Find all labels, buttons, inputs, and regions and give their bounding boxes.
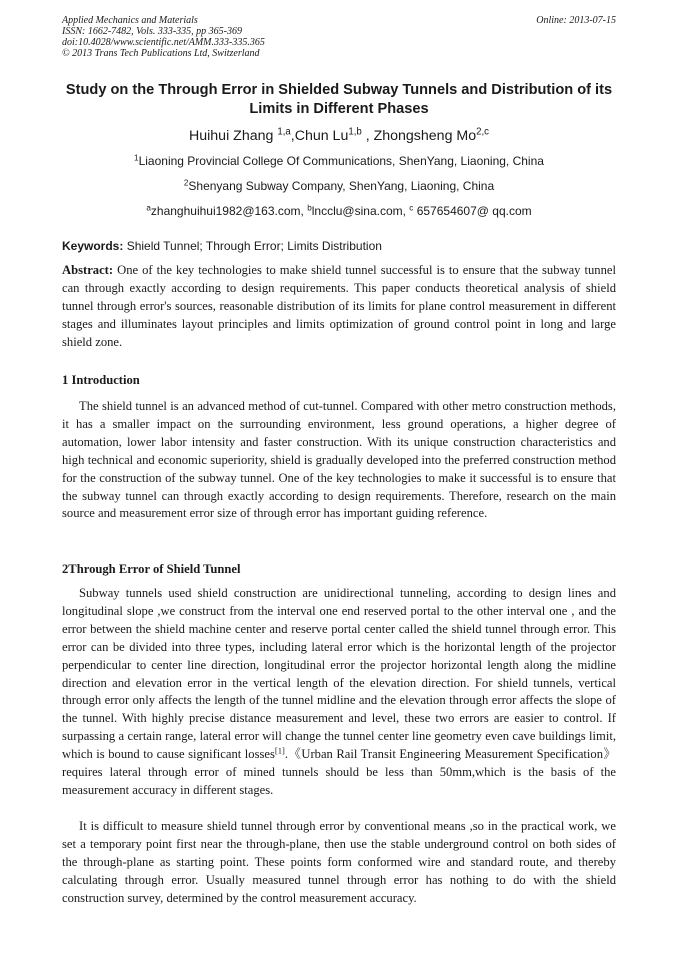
- author-list: [62, 126, 616, 146]
- email-mark: c: [409, 203, 414, 213]
- author-name: ,Chun Lu: [290, 128, 349, 144]
- author-affiliation-mark: 1,a: [277, 126, 291, 138]
- email-address[interactable]: 657654607@ qq.com: [413, 204, 532, 218]
- affiliation-mark: 2: [183, 178, 189, 188]
- email-mark: a: [146, 203, 151, 213]
- author-name: , Zhongsheng Mo: [361, 128, 477, 144]
- abstract: [62, 262, 616, 352]
- copyright-line: © 2013 Trans Tech Publications Ltd, Switzerland: [62, 48, 260, 59]
- issn-line: ISSN: 1662-7482, Vols. 333-335, pp 365-369: [62, 26, 242, 37]
- affiliation-text: Liaoning Provincial College Of Communications, ShenYang, Liaoning, China: [138, 154, 544, 168]
- paragraph-text: .《Urban Rail Transit Engineering Measurement Specification》requires lateral through error of mined tunnels should be less than 50mm,which is the basis of the measurement accuracy in different stages.: [62, 747, 616, 797]
- through-error-paragraph-2: It is difficult to measure shield tunnel through error by conventional means ,so in the practical work, we set a temporary point first near the through-plane, then use the stable underground control on both sides of the through-plane as starting point. These points form conformed wire and standard route, and thereby calculating through error. Usually measured tunnel through error has nothing to do with the shield construction survey, determined by the control measurement accuracy.: [62, 819, 616, 905]
- email-address[interactable]: lncclu@sina.com,: [311, 204, 410, 218]
- section-heading-introduction: 1 Introduction: [62, 373, 140, 387]
- journal-metadata: [62, 15, 265, 59]
- introduction-paragraph: The shield tunnel is an advanced method of cut-tunnel. Compared with other metro construction methods, it has a smaller impact on the surrounding environment, less ground operations, a higher degree of automation, lower labor intensity and faster construction. With its unique construction characteristics and high technical and economic superiority, shield is gradually developed into the preferred construction method for the construction of the subway tunnel. One of the key technologies to make it successful is to ensure that the subway tunnel can through exactly according to design requirements. Therefore, research on the main source and measurement error size of through error has important guiding reference.: [62, 399, 616, 521]
- paper-title: Study on the Through Error in Shielded Subway Tunnels and Distribution of its Limits in Different Phases: [65, 82, 613, 117]
- abstract-label: Abstract:: [62, 263, 114, 277]
- author-affiliation-mark: 1,b: [348, 126, 362, 138]
- email-address[interactable]: zhanghuihui1982@163.com,: [150, 204, 308, 218]
- author-affiliation-mark: 2,c: [476, 126, 489, 138]
- keywords: [62, 238, 616, 254]
- keywords-label: Keywords:: [62, 239, 124, 253]
- citation-ref[interactable]: [1]: [274, 745, 285, 756]
- affiliation-2: [62, 178, 616, 194]
- affiliation-mark: 1: [134, 153, 139, 163]
- email-list: [62, 203, 616, 219]
- email-mark: b: [307, 203, 312, 213]
- affiliation-text: Shenyang Subway Company, ShenYang, Liaoning, China: [188, 179, 495, 193]
- through-error-paragraph-1: [62, 585, 616, 800]
- section-heading-through-error: 2Through Error of Shield Tunnel: [62, 562, 241, 576]
- affiliation-1: [62, 153, 616, 169]
- abstract-text: One of the key technologies to make shield tunnel successful is to ensure that the subway tunnel can through exactly according to design requirements. This paper conducts theoretical analysis of shield tunnel through error's sources, reasonable distribution of its limits for plane control measurement in different stages and illuminates layout principles and limits optimization of ground control point in long and large shield zone.: [62, 263, 616, 349]
- online-date: Online: 2013-07-15: [536, 15, 616, 26]
- author-name: Huihui Zhang: [189, 128, 278, 144]
- keywords-text: Shield Tunnel; Through Error; Limits Distribution: [123, 239, 382, 253]
- paragraph-text: Subway tunnels used shield construction are unidirectional tunneling, according to design lines and longitudinal slope ,we construct from the interval one end reserved portal to the other interval one , and the error between the shield machine center and reserve portal center called the shield tunnel through error. This error can be divided into three types, including lateral error which is the horizontal length of the projector perpendicular to center line direction, longitudinal error the projector horizontal length along the midline direction and elevation error in the vertical length of the elevation direction. For shield tunnels, vertical through error only affects the length of the tunnel midline and the elevation through error affects the slope of the tunnel. With highly precise distance measurement and level, these two errors are easier to control. If surpassing a certain range, lateral error will change the tunnel center line geometry even cave buildings limit, which is bound to cause significant losses: [62, 586, 616, 762]
- journal-name: Applied Mechanics and Materials: [62, 15, 198, 26]
- doi-line: doi:10.4028/www.scientific.net/AMM.333-335.365: [62, 37, 265, 48]
